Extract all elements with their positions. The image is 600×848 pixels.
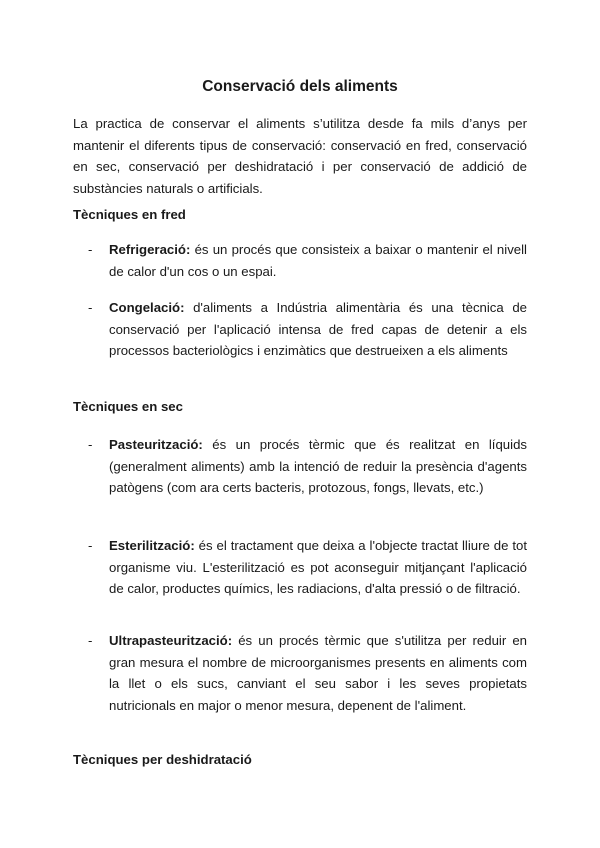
list-item-congelacio [88, 297, 527, 362]
section-heading-deshidratacio: Tècniques per deshidratació [73, 752, 252, 767]
term-congelacio: Congelació: [109, 300, 185, 315]
definition-refrigeracio: és un procés que consisteix a baixar o mantenir el nivell de calor d'un cos o un espai. [109, 242, 527, 279]
section-heading-sec: Tècniques en sec [73, 399, 183, 414]
list-item-pasteuritzacio [88, 434, 527, 499]
list-item-ultrapasteuritzacio [88, 630, 527, 716]
list-item-text [109, 239, 527, 282]
document-title: Conservació dels aliments [202, 78, 398, 95]
list-item-refrigeracio [88, 239, 527, 282]
list-dash: - [88, 633, 93, 648]
term-refrigeracio: Refrigeració: [109, 242, 191, 257]
list-item-esterilitzacio [88, 535, 527, 600]
list-item-text [109, 630, 527, 716]
list-dash: - [88, 300, 93, 315]
definition-esterilitzacio: és el tractament que deixa a l'objecte tractat lliure de tot organisme viu. L'esterilització es pot aconseguir mitjançant l'aplicació de calor, productes químics, les radiacions, d'alta pressió o de filtració. [109, 538, 527, 596]
term-esterilitzacio: Esterilització: [109, 538, 195, 553]
definition-pasteuritzacio: és un procés tèrmic que és realitzat en líquids (generalment aliments) amb la intenció de reduir la presència d'agents patògens (com ara certs bacteris, protozous, fongs, llevats, etc.) [109, 437, 527, 495]
list-item-text [109, 535, 527, 600]
term-pasteuritzacio: Pasteurització: [109, 437, 203, 452]
section-heading-fred: Tècniques en fred [73, 207, 186, 222]
list-item-text [109, 297, 527, 362]
intro-paragraph: La practica de conservar el aliments s’utilitza desde fa mils d’anys per mantenir el diferents tipus de conservació: conservació en fred, conservació en sec, conservació per deshidratació i per conservació de addició de substàncies naturals o artificials. [73, 116, 527, 196]
list-dash: - [88, 538, 93, 553]
list-item-text [109, 434, 527, 499]
list-dash: - [88, 437, 93, 452]
list-dash: - [88, 242, 93, 257]
definition-congelacio: d'aliments a Indústria alimentària és una tècnica de conservació per l'aplicació intensa de fred capas de detenir a els processos bacteriològics i enzimàtics que destrueixen a els aliments [109, 300, 527, 358]
term-ultrapasteuritzacio: Ultrapasteurització: [109, 633, 233, 648]
definition-ultrapasteuritzacio: és un procés tèrmic que s'utilitza per reduir en gran mesura el nombre de microorganismes presents en aliments com la llet o els sucs, canviant el seu sabor i les seves propietats nutricionals en major o menor mesura, depenent de l'aliment. [109, 633, 527, 713]
